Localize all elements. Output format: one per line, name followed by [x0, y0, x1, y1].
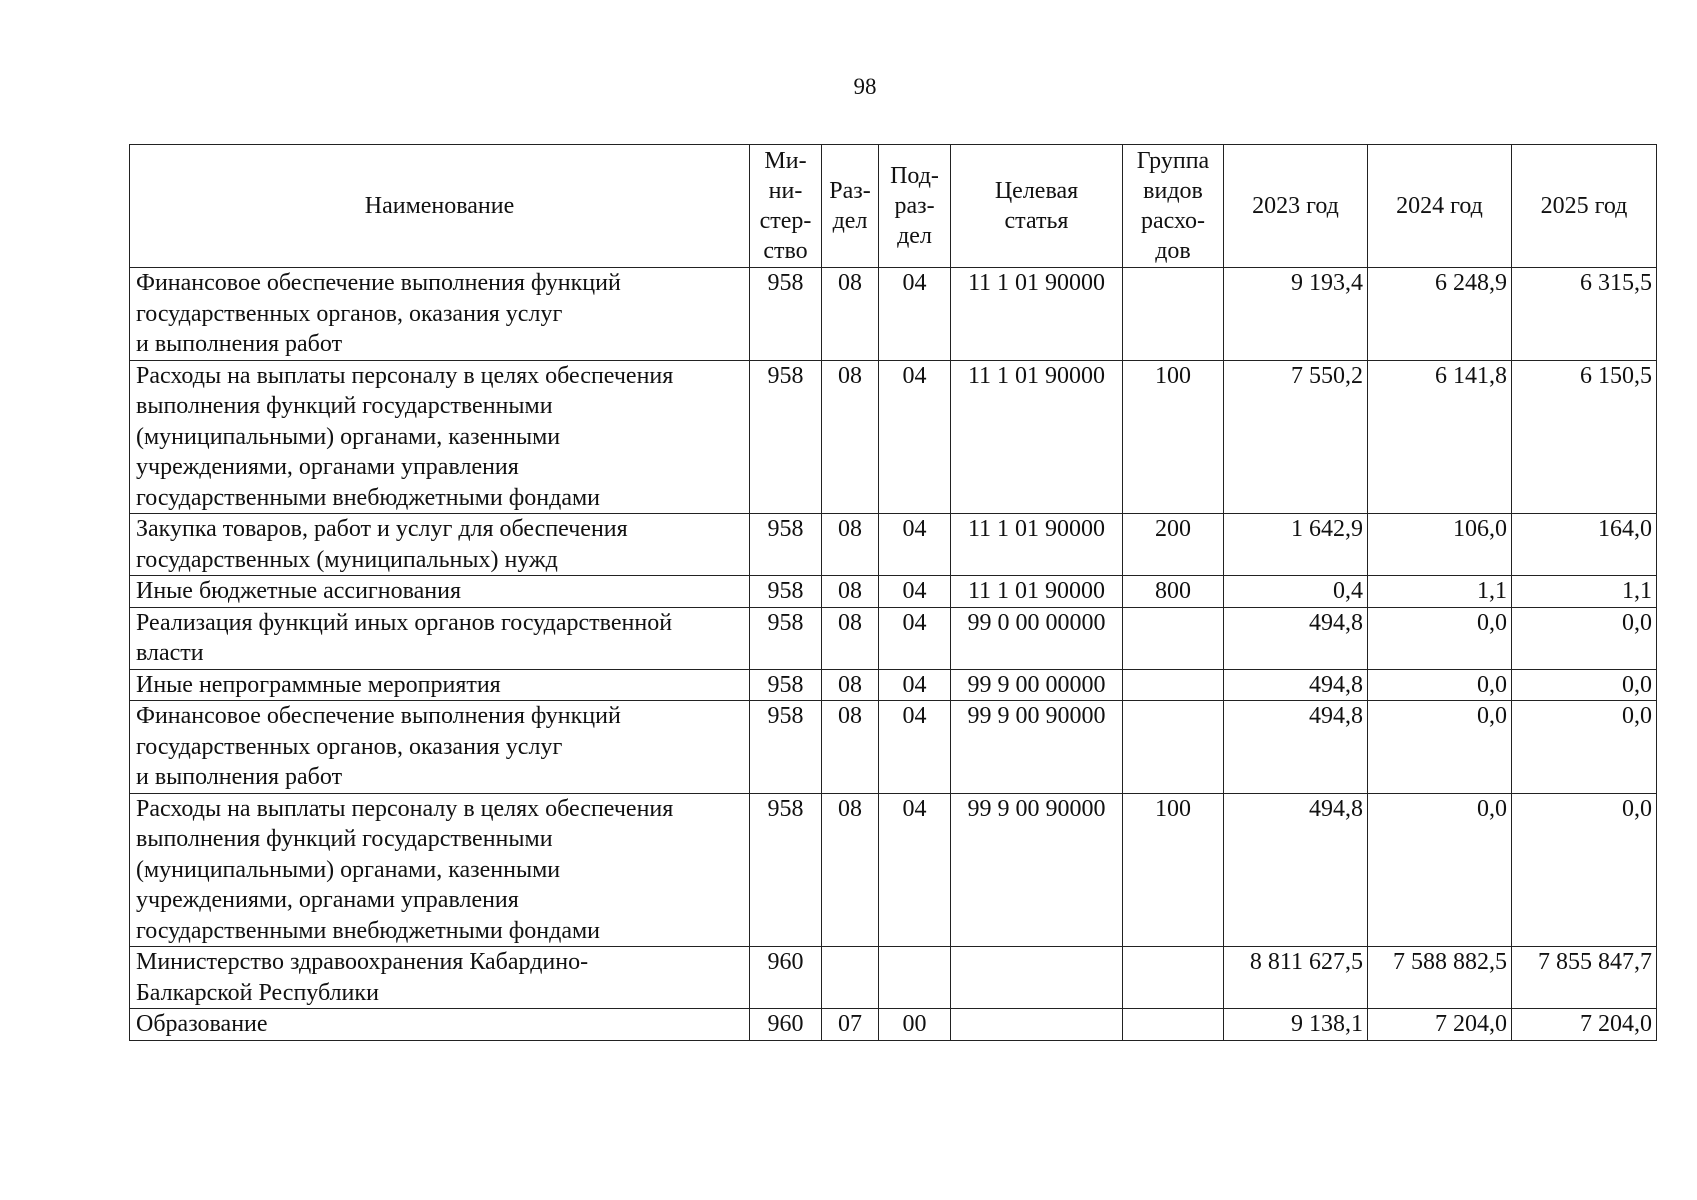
row-name-line: Балкарской Республики: [136, 979, 379, 1006]
row-target-article: [951, 947, 1123, 1009]
row-amount-2024: 0,0: [1368, 793, 1512, 947]
row-amount-2023: 494,8: [1224, 793, 1368, 947]
row-expense-group: 200: [1123, 514, 1224, 576]
row-expense-group: [1123, 607, 1224, 669]
row-amount-2023: 494,8: [1224, 607, 1368, 669]
row-amount-2025: 6 150,5: [1512, 360, 1657, 514]
row-name: [130, 947, 750, 1009]
row-amount-2024: 6 141,8: [1368, 360, 1512, 514]
row-target-article: 11 1 01 90000: [951, 576, 1123, 608]
row-amount-2025: 164,0: [1512, 514, 1657, 576]
row-expense-group: [1123, 268, 1224, 361]
header-target-article: Целевая статья: [951, 145, 1123, 268]
row-name-line: государственными внебюджетными фондами: [136, 484, 601, 511]
row-name-line: государственных органов, оказания услуг: [136, 300, 563, 327]
row-name: [130, 360, 750, 514]
table-row: [130, 669, 1657, 701]
row-section: 08: [822, 669, 879, 701]
row-subsection: [879, 947, 951, 1009]
row-target-article: 99 9 00 90000: [951, 793, 1123, 947]
row-amount-2025: 6 315,5: [1512, 268, 1657, 361]
row-ministry: 958: [750, 793, 822, 947]
row-name-line: Образование: [136, 1011, 268, 1037]
row-amount-2023: 494,8: [1224, 669, 1368, 701]
row-amount-2024: 1,1: [1368, 576, 1512, 608]
row-name-line: государственными внебюджетными фондами: [136, 917, 601, 944]
row-name-line: Реализация функций иных органов государственной: [136, 609, 673, 636]
row-amount-2023: 8 811 627,5: [1224, 947, 1368, 1009]
header-section: Раз- дел: [822, 145, 879, 268]
header-row: [130, 145, 1657, 268]
row-name: [130, 607, 750, 669]
budget-table: [129, 144, 1657, 1041]
row-amount-2024: 0,0: [1368, 607, 1512, 669]
table-row: [130, 1009, 1657, 1041]
row-name: [130, 514, 750, 576]
row-name-line: выполнения функций государственными: [136, 826, 553, 852]
row-name-line: Расходы на выплаты персоналу в целях обеспечения: [136, 795, 674, 822]
row-amount-2024: 7 588 882,5: [1368, 947, 1512, 1009]
row-name-line: (муниципальными) органами, казенными: [136, 423, 561, 450]
row-subsection: 04: [879, 514, 951, 576]
row-amount-2023: 9 193,4: [1224, 268, 1368, 361]
row-subsection: 04: [879, 701, 951, 794]
header-year-2025: 2025 год: [1512, 145, 1657, 268]
row-name-line: государственных органов, оказания услуг: [136, 733, 563, 760]
row-target-article: [951, 1009, 1123, 1041]
table-row: [130, 360, 1657, 514]
row-name-line: Министерство здравоохранения Кабардино-: [136, 949, 589, 975]
row-amount-2024: 0,0: [1368, 669, 1512, 701]
row-amount-2024: 0,0: [1368, 701, 1512, 794]
row-name-line: Финансовое обеспечение выполнения функций: [136, 703, 621, 729]
row-section: 08: [822, 701, 879, 794]
row-section: 08: [822, 607, 879, 669]
table-row: [130, 576, 1657, 608]
row-ministry: 958: [750, 607, 822, 669]
row-target-article: 11 1 01 90000: [951, 360, 1123, 514]
row-name-line: (муниципальными) органами, казенными: [136, 856, 561, 883]
row-subsection: 04: [879, 793, 951, 947]
row-amount-2024: 7 204,0: [1368, 1009, 1512, 1041]
row-ministry: 958: [750, 514, 822, 576]
row-target-article: 11 1 01 90000: [951, 514, 1123, 576]
row-expense-group: [1123, 1009, 1224, 1041]
row-section: 07: [822, 1009, 879, 1041]
row-subsection: 04: [879, 669, 951, 701]
row-subsection: 04: [879, 607, 951, 669]
table-row: [130, 268, 1657, 361]
row-amount-2024: 6 248,9: [1368, 268, 1512, 361]
row-name-line: Закупка товаров, работ и услуг для обеспечения: [136, 516, 628, 542]
row-ministry: 958: [750, 669, 822, 701]
row-expense-group: 100: [1123, 360, 1224, 514]
row-expense-group: 100: [1123, 793, 1224, 947]
row-ministry: 960: [750, 947, 822, 1009]
row-section: 08: [822, 514, 879, 576]
row-ministry: 958: [750, 701, 822, 794]
row-name-line: выполнения функций государственными: [136, 393, 553, 419]
row-amount-2023: 7 550,2: [1224, 360, 1368, 514]
row-name-line: Иные бюджетные ассигнования: [136, 578, 461, 604]
row-section: 08: [822, 793, 879, 947]
header-year-2024: 2024 год: [1368, 145, 1512, 268]
row-expense-group: [1123, 701, 1224, 794]
table-body: [130, 268, 1657, 1041]
row-target-article: 99 9 00 00000: [951, 669, 1123, 701]
row-name: [130, 268, 750, 361]
row-name-line: и выполнения работ: [136, 331, 343, 357]
table-row: [130, 947, 1657, 1009]
row-expense-group: 800: [1123, 576, 1224, 608]
table-row: [130, 607, 1657, 669]
row-name: [130, 793, 750, 947]
row-subsection: 04: [879, 268, 951, 361]
row-name-line: и выполнения работ: [136, 764, 343, 790]
row-name: [130, 1009, 750, 1041]
header-ministry: Ми- ни- стер- ство: [750, 145, 822, 268]
row-name: [130, 701, 750, 794]
row-name: [130, 576, 750, 608]
row-ministry: 958: [750, 360, 822, 514]
header-expense-group: Группа видов расхо- дов: [1123, 145, 1224, 268]
row-target-article: 99 9 00 90000: [951, 701, 1123, 794]
row-amount-2023: 9 138,1: [1224, 1009, 1368, 1041]
table-row: [130, 701, 1657, 794]
row-name-line: Иные непрограммные мероприятия: [136, 671, 501, 698]
row-section: 08: [822, 360, 879, 514]
page-number: 98: [853, 74, 877, 99]
row-section: 08: [822, 268, 879, 361]
row-amount-2025: 7 204,0: [1512, 1009, 1657, 1041]
row-ministry: 960: [750, 1009, 822, 1041]
row-amount-2023: 1 642,9: [1224, 514, 1368, 576]
row-subsection: 00: [879, 1009, 951, 1041]
row-name-line: учреждениями, органами управления: [136, 454, 519, 480]
row-amount-2025: 0,0: [1512, 669, 1657, 701]
row-name-line: Расходы на выплаты персоналу в целях обеспечения: [136, 362, 674, 389]
row-amount-2025: 0,0: [1512, 607, 1657, 669]
row-section: 08: [822, 576, 879, 608]
row-subsection: 04: [879, 360, 951, 514]
row-amount-2025: 0,0: [1512, 701, 1657, 794]
row-expense-group: [1123, 947, 1224, 1009]
header-name: Наименование: [130, 145, 750, 268]
table-row: [130, 793, 1657, 947]
row-amount-2024: 106,0: [1368, 514, 1512, 576]
row-expense-group: [1123, 669, 1224, 701]
row-target-article: 11 1 01 90000: [951, 268, 1123, 361]
row-name-line: Финансовое обеспечение выполнения функций: [136, 270, 621, 296]
row-ministry: 958: [750, 268, 822, 361]
row-amount-2025: 1,1: [1512, 576, 1657, 608]
row-name-line: государственных (муниципальных) нужд: [136, 546, 558, 573]
row-amount-2025: 7 855 847,7: [1512, 947, 1657, 1009]
row-subsection: 04: [879, 576, 951, 608]
row-section: [822, 947, 879, 1009]
row-amount-2025: 0,0: [1512, 793, 1657, 947]
row-name-line: власти: [136, 640, 204, 666]
header-subsection: Под- раз- дел: [879, 145, 951, 268]
row-name-line: учреждениями, органами управления: [136, 887, 519, 913]
row-target-article: 99 0 00 00000: [951, 607, 1123, 669]
header-year-2023: 2023 год: [1224, 145, 1368, 268]
row-amount-2023: 0,4: [1224, 576, 1368, 608]
row-ministry: 958: [750, 576, 822, 608]
table-row: [130, 514, 1657, 576]
row-amount-2023: 494,8: [1224, 701, 1368, 794]
row-name: [130, 669, 750, 701]
